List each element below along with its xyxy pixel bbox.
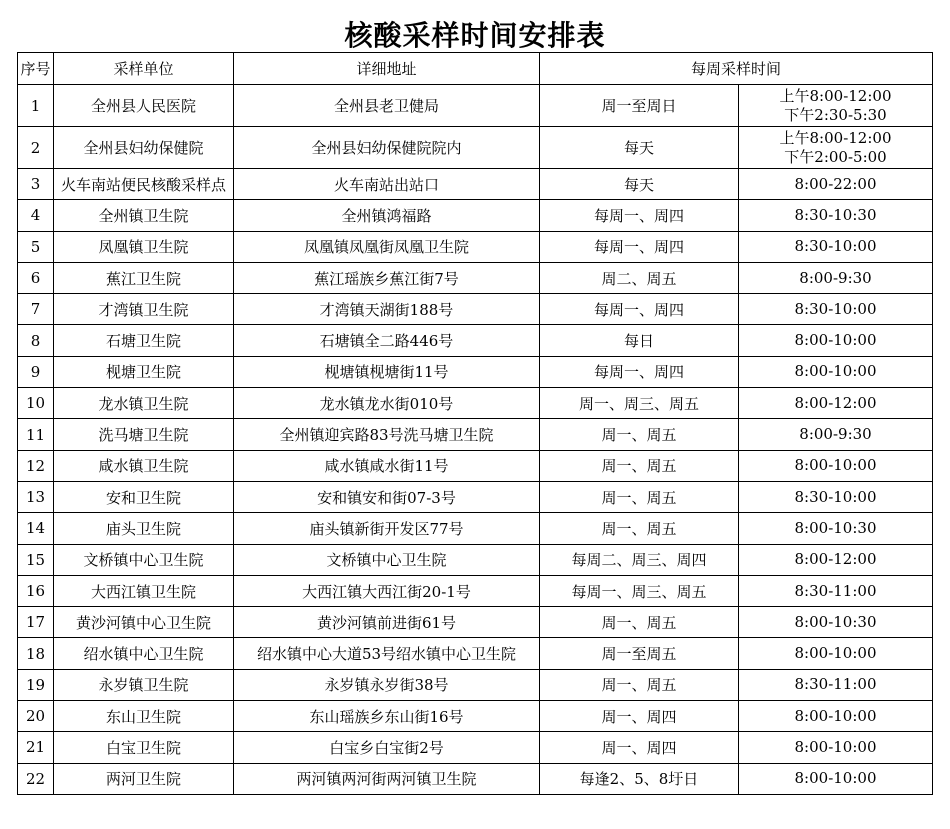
- row-time: [739, 200, 933, 231]
- row-address: 白宝乡白宝街2号: [234, 732, 540, 763]
- time-slot: 上午8:00-12:00: [779, 128, 892, 147]
- time-slot: 8:30-10:00: [794, 487, 877, 506]
- row-number: 5: [18, 231, 54, 262]
- row-address: 两河镇两河街两河镇卫生院: [234, 763, 540, 794]
- table-row: [18, 763, 933, 794]
- row-address: 绍水镇中心大道53号绍水镇中心卫生院: [234, 638, 540, 669]
- table-row: [18, 419, 933, 450]
- time-slot: 8:00-12:00: [794, 393, 877, 412]
- row-time: [739, 169, 933, 200]
- row-days: 每日: [540, 325, 739, 356]
- header-address: 详细地址: [234, 53, 540, 85]
- row-time: [739, 481, 933, 512]
- time-slot: 8:30-10:30: [794, 205, 877, 224]
- header-no: 序号: [18, 53, 54, 85]
- row-unit: 龙水镇卫生院: [54, 388, 234, 419]
- time-slot: 8:30-10:00: [794, 237, 877, 256]
- time-slot: 8:30-10:00: [794, 299, 877, 318]
- time-slot: 8:00-22:00: [794, 174, 877, 193]
- table-row: [18, 127, 933, 169]
- schedule-table: [17, 52, 933, 795]
- row-unit: 白宝卫生院: [54, 732, 234, 763]
- row-days: 周一、周五: [540, 513, 739, 544]
- row-number: 7: [18, 294, 54, 325]
- row-time: [739, 638, 933, 669]
- row-time: [739, 356, 933, 387]
- table-row: [18, 294, 933, 325]
- table-row: [18, 450, 933, 481]
- row-days: 每天: [540, 169, 739, 200]
- row-address: 火车南站出站口: [234, 169, 540, 200]
- row-days: 每逢2、5、8圩日: [540, 763, 739, 794]
- row-time: [739, 419, 933, 450]
- row-number: 12: [18, 450, 54, 481]
- row-unit: 全州县人民医院: [54, 85, 234, 127]
- table-row: [18, 638, 933, 669]
- row-time: [739, 325, 933, 356]
- time-slot: 8:00-10:00: [794, 706, 877, 725]
- time-slot: 8:00-10:00: [794, 331, 877, 350]
- row-unit: 东山卫生院: [54, 701, 234, 732]
- time-slot: 下午2:30-5:30: [784, 105, 887, 124]
- time-slot: 上午8:00-12:00: [779, 86, 892, 105]
- row-time: [739, 575, 933, 606]
- row-address: 东山瑶族乡东山街16号: [234, 701, 540, 732]
- row-number: 17: [18, 607, 54, 638]
- row-unit: 两河卫生院: [54, 763, 234, 794]
- table-row: [18, 85, 933, 127]
- row-number: 10: [18, 388, 54, 419]
- time-slot: 8:00-12:00: [794, 550, 877, 569]
- time-slot: 8:00-10:00: [794, 362, 877, 381]
- row-time: [739, 607, 933, 638]
- table-row: [18, 169, 933, 200]
- row-number: 15: [18, 544, 54, 575]
- row-days: 周一、周四: [540, 701, 739, 732]
- row-unit: 黄沙河镇中心卫生院: [54, 607, 234, 638]
- row-address: 庙头镇新街开发区77号: [234, 513, 540, 544]
- row-number: 6: [18, 262, 54, 293]
- row-unit: 全州县妇幼保健院: [54, 127, 234, 169]
- row-time: [739, 231, 933, 262]
- row-time: [739, 388, 933, 419]
- table-row: [18, 388, 933, 419]
- page-title: 核酸采样时间安排表: [344, 19, 606, 52]
- table-row: [18, 513, 933, 544]
- row-address: 蕉江瑶族乡蕉江街7号: [234, 262, 540, 293]
- row-number: 3: [18, 169, 54, 200]
- row-time: [739, 513, 933, 544]
- row-unit: 大西江镇卫生院: [54, 575, 234, 606]
- row-number: 4: [18, 200, 54, 231]
- row-days: 周二、周五: [540, 262, 739, 293]
- row-time: [739, 732, 933, 763]
- row-days: 周一、周五: [540, 419, 739, 450]
- row-address: 全州镇迎宾路83号洗马塘卫生院: [234, 419, 540, 450]
- row-number: 22: [18, 763, 54, 794]
- row-address: 全州县妇幼保健院院内: [234, 127, 540, 169]
- table-row: [18, 575, 933, 606]
- row-days: 周一、周五: [540, 450, 739, 481]
- table-header-row: [18, 53, 933, 85]
- row-unit: 咸水镇卫生院: [54, 450, 234, 481]
- row-unit: 永岁镇卫生院: [54, 669, 234, 700]
- row-unit: 全州镇卫生院: [54, 200, 234, 231]
- row-time: [739, 450, 933, 481]
- time-slot: 8:00-10:30: [794, 612, 877, 631]
- row-address: 咸水镇咸水街11号: [234, 450, 540, 481]
- time-slot: 下午2:00-5:00: [784, 147, 887, 166]
- row-days: 每周一、周三、周五: [540, 575, 739, 606]
- row-unit: 绍水镇中心卫生院: [54, 638, 234, 669]
- row-time: [739, 294, 933, 325]
- table-row: [18, 701, 933, 732]
- row-days: 每周一、周四: [540, 231, 739, 262]
- row-unit: 火车南站便民核酸采样点: [54, 169, 234, 200]
- time-slot: 8:00-10:00: [794, 644, 877, 663]
- row-address: 石塘镇全二路446号: [234, 325, 540, 356]
- row-days: 周一、周五: [540, 481, 739, 512]
- row-unit: 枧塘卫生院: [54, 356, 234, 387]
- row-address: 黄沙河镇前进街61号: [234, 607, 540, 638]
- row-address: 全州镇鸿福路: [234, 200, 540, 231]
- table-row: [18, 544, 933, 575]
- row-time: [739, 544, 933, 575]
- row-number: 9: [18, 356, 54, 387]
- row-days: 周一至周五: [540, 638, 739, 669]
- row-unit: 洗马塘卫生院: [54, 419, 234, 450]
- row-address: 安和镇安和街07-3号: [234, 481, 540, 512]
- row-days: 周一、周四: [540, 732, 739, 763]
- row-number: 13: [18, 481, 54, 512]
- table-row: [18, 231, 933, 262]
- row-address: 龙水镇龙水街010号: [234, 388, 540, 419]
- row-unit: 凤凰镇卫生院: [54, 231, 234, 262]
- table-row: [18, 481, 933, 512]
- row-unit: 才湾镇卫生院: [54, 294, 234, 325]
- row-address: 才湾镇天湖街188号: [234, 294, 540, 325]
- row-number: 16: [18, 575, 54, 606]
- header-unit: 采样单位: [54, 53, 234, 85]
- row-address: 枧塘镇枧塘街11号: [234, 356, 540, 387]
- row-number: 1: [18, 85, 54, 127]
- row-number: 21: [18, 732, 54, 763]
- row-days: 每周一、周四: [540, 294, 739, 325]
- row-address: 全州县老卫健局: [234, 85, 540, 127]
- time-slot: 8:00-9:30: [799, 268, 872, 287]
- row-days: 每周二、周三、周四: [540, 544, 739, 575]
- row-number: 2: [18, 127, 54, 169]
- time-slot: 8:30-11:00: [794, 675, 877, 694]
- time-slot: 8:30-11:00: [794, 581, 877, 600]
- row-unit: 石塘卫生院: [54, 325, 234, 356]
- row-address: 大西江镇大西江街20-1号: [234, 575, 540, 606]
- table-row: [18, 356, 933, 387]
- row-number: 14: [18, 513, 54, 544]
- table-row: [18, 732, 933, 763]
- header-schedule: 每周采样时间: [540, 53, 933, 85]
- table-row: [18, 607, 933, 638]
- time-slot: 8:00-10:00: [794, 769, 877, 788]
- row-days: 周一、周三、周五: [540, 388, 739, 419]
- row-days: 周一、周五: [540, 669, 739, 700]
- row-time: [739, 262, 933, 293]
- row-time: [739, 701, 933, 732]
- table-row: [18, 325, 933, 356]
- time-slot: 8:00-10:30: [794, 518, 877, 537]
- row-days: 每周一、周四: [540, 356, 739, 387]
- row-number: 18: [18, 638, 54, 669]
- row-days: 周一、周五: [540, 607, 739, 638]
- row-address: 凤凰镇凤凰街凤凰卫生院: [234, 231, 540, 262]
- row-address: 永岁镇永岁街38号: [234, 669, 540, 700]
- row-unit: 安和卫生院: [54, 481, 234, 512]
- row-days: 每天: [540, 127, 739, 169]
- row-time: [739, 85, 933, 127]
- table-row: [18, 200, 933, 231]
- row-days: 周一至周日: [540, 85, 739, 127]
- row-time: [739, 763, 933, 794]
- row-time: [739, 127, 933, 169]
- row-number: 8: [18, 325, 54, 356]
- row-time: [739, 669, 933, 700]
- table-row: [18, 262, 933, 293]
- row-number: 20: [18, 701, 54, 732]
- row-number: 11: [18, 419, 54, 450]
- time-slot: 8:00-10:00: [794, 737, 877, 756]
- row-unit: 文桥镇中心卫生院: [54, 544, 234, 575]
- row-address: 文桥镇中心卫生院: [234, 544, 540, 575]
- time-slot: 8:00-10:00: [794, 456, 877, 475]
- row-unit: 庙头卫生院: [54, 513, 234, 544]
- time-slot: 8:00-9:30: [799, 425, 872, 444]
- row-days: 每周一、周四: [540, 200, 739, 231]
- row-unit: 蕉江卫生院: [54, 262, 234, 293]
- row-number: 19: [18, 669, 54, 700]
- table-row: [18, 669, 933, 700]
